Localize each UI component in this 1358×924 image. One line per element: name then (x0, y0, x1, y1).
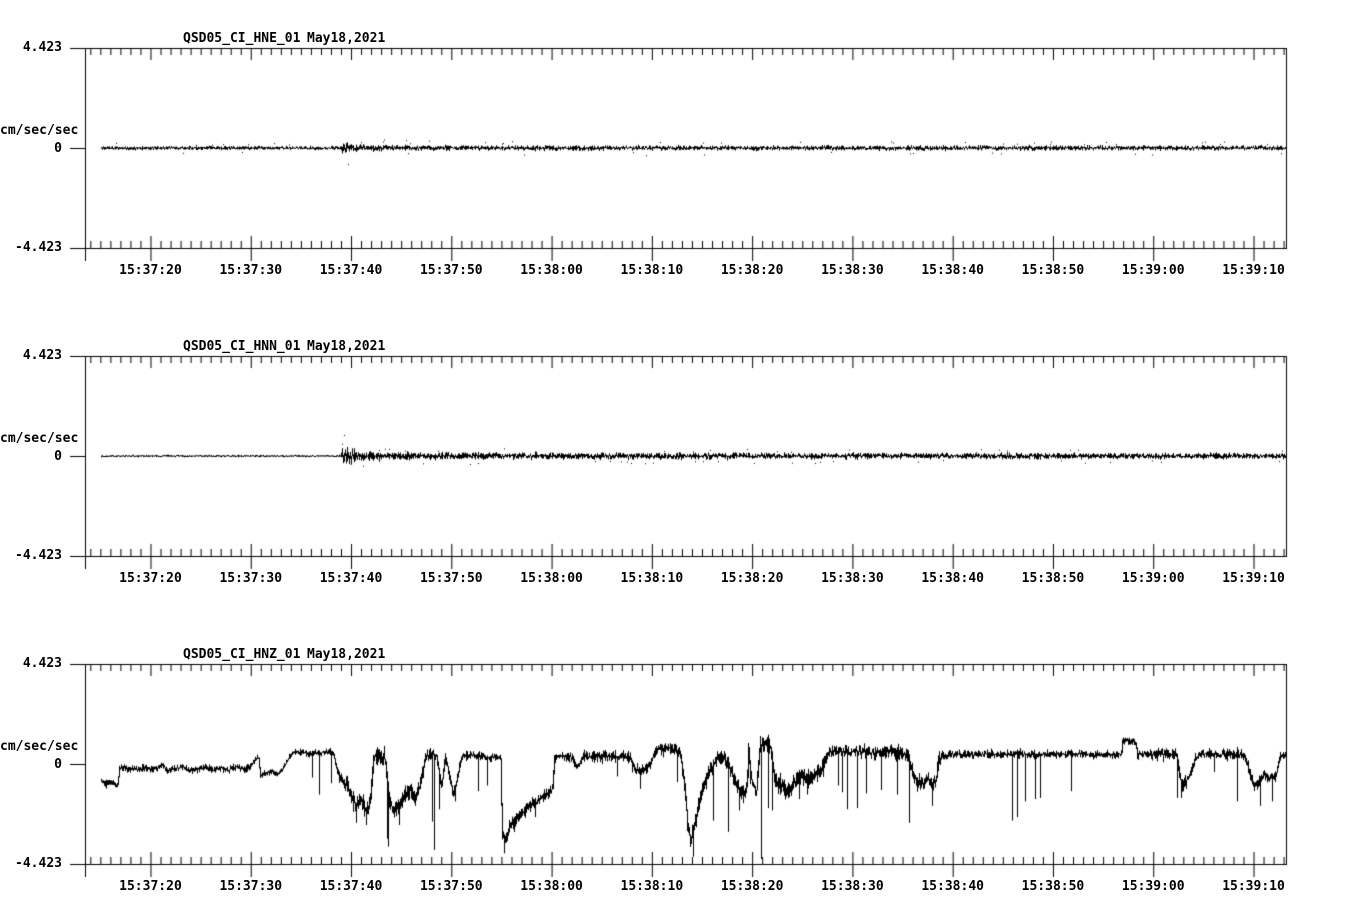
x-tick-label-hnz-4: 15:38:00 (520, 879, 583, 894)
y-axis-zero-label-hnz: 0 (54, 757, 62, 772)
panel-title-date-hne: May18,2021 (307, 31, 386, 46)
y-axis-units-label-hnz: cm/sec/sec (0, 739, 79, 754)
x-tick-label-hnz-1: 15:37:30 (219, 879, 283, 894)
x-tick-label-hnn-8: 15:38:40 (921, 571, 984, 586)
x-tick-label-hnz-10: 15:39:00 (1121, 879, 1185, 894)
y-axis-max-label-hnz: 4.423 (22, 656, 62, 671)
x-tick-label-hne-9: 15:38:50 (1021, 263, 1085, 278)
x-tick-label-hnz-5: 15:38:10 (620, 879, 684, 894)
x-tick-label-hne-7: 15:38:30 (821, 263, 884, 278)
x-tick-label-hnn-5: 15:38:10 (620, 571, 684, 586)
x-tick-label-hne-10: 15:39:00 (1121, 263, 1185, 278)
x-tick-label-hnz-2: 15:37:40 (319, 879, 383, 894)
y-axis-zero-label-hne: 0 (54, 141, 62, 156)
x-tick-label-hnn-4: 15:38:00 (520, 571, 583, 586)
panel-title-station-hnz: QSD05_CI_HNZ_01 (183, 647, 301, 662)
x-tick-label-hnn-6: 15:38:20 (720, 571, 784, 586)
x-tick-label-hnn-2: 15:37:40 (319, 571, 383, 586)
x-tick-label-hnz-11: 15:39:10 (1222, 879, 1285, 894)
y-axis-min-label-hnz: -4.423 (15, 856, 62, 871)
panel-title-date-hnz: May18,2021 (307, 647, 386, 662)
x-tick-label-hnn-1: 15:37:30 (219, 571, 283, 586)
x-tick-label-hne-2: 15:37:40 (319, 263, 383, 278)
y-axis-units-label-hne: cm/sec/sec (0, 123, 79, 138)
y-axis-min-label-hnn: -4.423 (15, 548, 62, 563)
panel-title-date-hnn: May18,2021 (307, 339, 386, 354)
x-tick-label-hne-8: 15:38:40 (921, 263, 984, 278)
x-tick-label-hnn-0: 15:37:20 (119, 571, 182, 586)
x-tick-label-hne-3: 15:37:50 (419, 263, 483, 278)
panel-title-station-hnn: QSD05_CI_HNN_01 (183, 339, 301, 354)
x-tick-label-hne-11: 15:39:10 (1222, 263, 1285, 278)
x-tick-label-hnn-11: 15:39:10 (1222, 571, 1285, 586)
x-tick-label-hnz-7: 15:38:30 (821, 879, 884, 894)
x-tick-label-hnz-8: 15:38:40 (921, 879, 984, 894)
x-tick-label-hnz-6: 15:38:20 (720, 879, 784, 894)
x-tick-label-hne-5: 15:38:10 (620, 263, 684, 278)
x-tick-label-hnz-0: 15:37:20 (119, 879, 182, 894)
x-tick-label-hnn-10: 15:39:00 (1121, 571, 1185, 586)
y-axis-zero-label-hnn: 0 (54, 449, 62, 464)
panel-title-station-hne: QSD05_CI_HNE_01 (183, 31, 301, 46)
y-axis-units-label-hnn: cm/sec/sec (0, 431, 79, 446)
x-tick-label-hnn-9: 15:38:50 (1021, 571, 1085, 586)
x-tick-label-hne-6: 15:38:20 (720, 263, 784, 278)
x-tick-label-hne-0: 15:37:20 (119, 263, 182, 278)
x-tick-label-hnn-3: 15:37:50 (419, 571, 483, 586)
x-tick-label-hnz-9: 15:38:50 (1021, 879, 1085, 894)
y-axis-max-label-hnn: 4.423 (22, 348, 62, 363)
y-axis-max-label-hne: 4.423 (22, 40, 62, 55)
x-tick-label-hne-1: 15:37:30 (219, 263, 283, 278)
x-tick-label-hnz-3: 15:37:50 (419, 879, 483, 894)
y-axis-min-label-hne: -4.423 (15, 240, 62, 255)
x-tick-label-hnn-7: 15:38:30 (821, 571, 884, 586)
x-tick-label-hne-4: 15:38:00 (520, 263, 583, 278)
